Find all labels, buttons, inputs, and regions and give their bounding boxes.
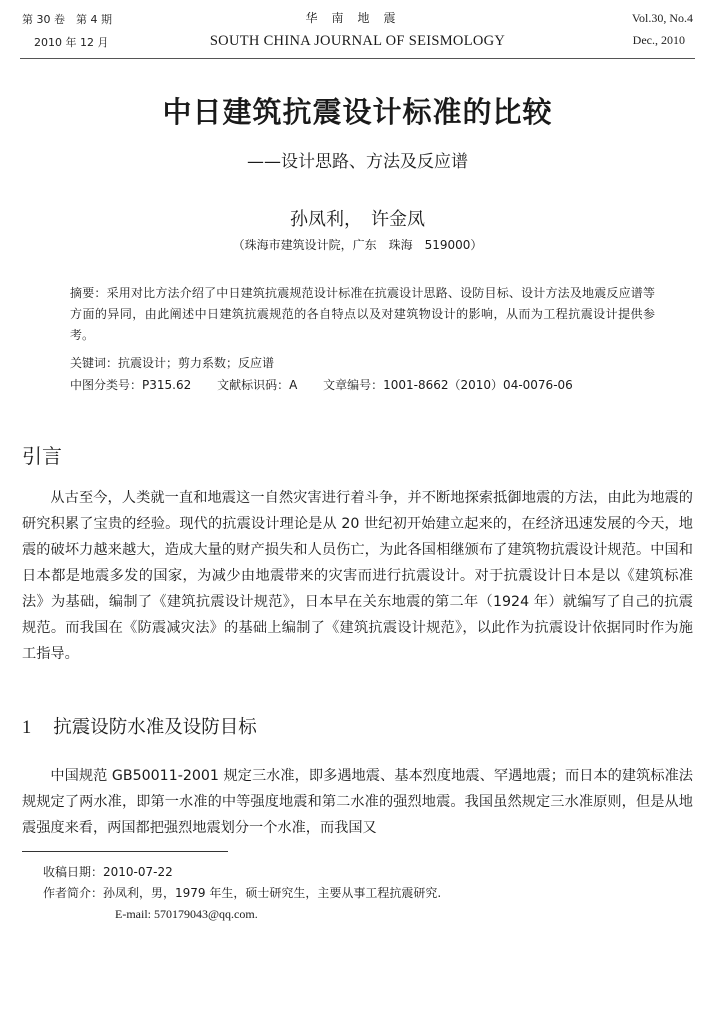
received-date: 收稿日期：2010-07-22: [43, 865, 173, 879]
clc-number: 中图分类号：P315.62: [70, 378, 192, 392]
section-heading-1: [22, 713, 257, 739]
article-number: 文章编号：1001-8662（2010）04-0076-06: [323, 378, 573, 392]
author-bio: 作者简介：孙凤利，男，1979 年生，硕士研究生，主要从事工程抗震研究.: [43, 886, 442, 900]
classification-line: [70, 376, 595, 393]
section-number: 1: [22, 718, 32, 738]
section1-paragraph: 中国规范 GB50011-2001 规定三水准，即多遇地震、基本烈度地震、罕遇地震；而日本的建筑标准法规规定了两水准，即第一水准的中等强度地震和第二水准的强烈地震。我国虽然规定三水准原则，但是从地震强度来看，两国都把强烈地震划分一个水准，而我国又: [22, 768, 693, 836]
footnote-rule: [22, 851, 228, 852]
date-en: Dec., 2010: [632, 33, 685, 47]
section-title: 抗震设防水准及设防目标: [53, 717, 257, 738]
authors: 孙凤利， 许金凤: [290, 209, 425, 230]
volume-issue-cn: 第 30 卷 第 4 期: [22, 13, 112, 26]
abstract: 摘要：采用对比方法介绍了中日建筑抗震规范设计标准在抗震设计思路、设防目标、设计方法及地震反应谱等方面的异同，由此阐述中日建筑抗震规范的各自特点以及对建筑物设计的影响，从而为工程抗震设计提供参考。: [70, 286, 655, 342]
affiliation: （珠海市建筑设计院，广东 珠海 519000）: [232, 238, 483, 252]
paper-title: 中日建筑抗震设计标准的比较: [162, 95, 553, 129]
document-code: 文献标识码：A: [217, 378, 298, 392]
volume-issue-en: Vol.30, No.4: [631, 11, 693, 25]
journal-name-en: SOUTH CHINA JOURNAL OF SEISMOLOGY: [209, 33, 506, 49]
section-heading-intro: 引言: [22, 444, 62, 468]
date-cn: 2010 年 12 月: [34, 36, 109, 49]
header-rule: [20, 58, 695, 59]
intro-paragraph: 从古至今，人类就一直和地震这一自然灾害进行着斗争，并不断地探索抵御地震的方法，由此为地震的研究积累了宝贵的经验。现代的抗震设计理论是从 20 世纪初开始建立起来的，在经济迅速发展的今天，地震的破坏力越来越大，造成大量的财产损失和人员伤亡，为此各国相继颁布了建筑物抗震设计规范。中国和日本都是地震多发的国家，为减少由地震带来的灾害而进行抗震设计。对于抗震设计日本是以《建筑标准法》为基础，编制了《建筑抗震设计规范》，日本早在关东地震的第二年（1924 年）就编写了自己的抗震规范。而我国在《防震减灾法》的基础上编制了《建筑抗震设计规范》，以此作为抗震设计依据同时作为施工指导。: [22, 490, 693, 662]
author-email: E-mail: 570179043@qq.com.: [115, 907, 258, 921]
paper-subtitle: ——设计思路、方法及反应谱: [247, 152, 468, 172]
journal-name-cn: 华南地震: [305, 11, 410, 25]
keywords: 关键词：抗震设计；剪力系数；反应谱: [70, 356, 275, 370]
